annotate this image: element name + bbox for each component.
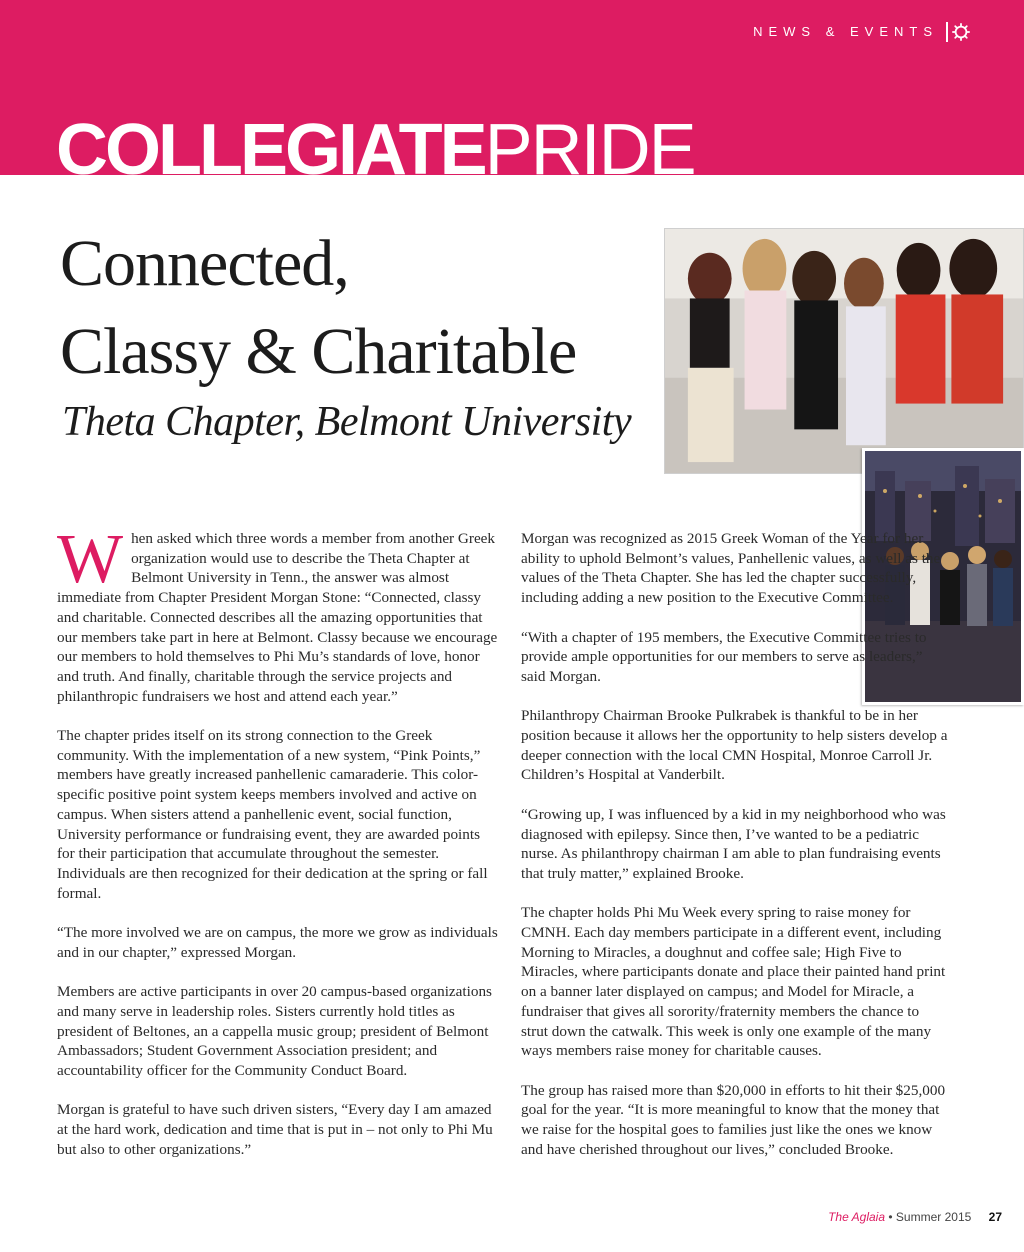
label-divider — [946, 22, 948, 42]
article-column-right — [521, 529, 949, 1179]
magazine-name: The Aglaia — [828, 1210, 886, 1224]
paragraph: Morgan is grateful to have such driven sisters, “Every day I am amazed at the hard work, dedication and time that is put in – not only to Phi Mu but also to other organizations.” — [57, 1101, 493, 1158]
section-headline — [56, 107, 695, 179]
issue-date: Summer 2015 — [895, 1210, 972, 1224]
page-footer — [828, 1210, 1002, 1224]
paragraph: Members are active participants in over 20 campus-based organizations and many serve in leadership roles. Sisters currently hold titles as president of Beltones, an a cappella music group; president of Belmont Ambassadors; Student Government Association president; and accountability officer for the Community Conduct Board. — [57, 983, 492, 1079]
paragraph: Philanthropy Chairman Brooke Pulkrabek is thankful to be in her position because it allows her the opportunity to help sisters develop a deeper connection with the local CMN Hospital, Monroe Carroll Jr. Children’s Hospital at Vanderbilt. — [521, 707, 948, 784]
article-subtitle: Theta Chapter, Belmont University — [62, 399, 632, 445]
paragraph: “With a chapter of 195 members, the Executive Committee tries to provide ample opportunities for our members to serve as leaders,” said Morgan. — [521, 628, 927, 685]
group-photo — [664, 228, 1024, 474]
title-line-2: Classy & Charitable — [60, 315, 577, 388]
sunburst-icon — [952, 23, 970, 41]
headline-light: PRIDE — [484, 110, 695, 179]
paragraph: The chapter prides itself on its strong connection to the Greek community. With the implementation of a new system, “Pink Points,” members have greatly increased panhellenic camaraderie. This color-specific positive point system keeps members involved and active on campus. When sisters attend a panhellenic event, social function, University performance or fundraising event, they are awarded points for their participation that accumulate throughout the semester. Individuals are then recognized for their dedication at the spring or fall formal. — [57, 727, 488, 902]
footer-separator: • — [888, 1210, 896, 1224]
paragraph: Morgan was recognized as 2015 Greek Woman of the Year for her ability to uphold Belmont’s values, Panhellenic values, as well as the values of the Theta Chapter. She has led the chapter successfully, including adding a new position to the Executive Committee. — [521, 530, 941, 607]
article-column-left — [57, 521, 498, 1179]
paragraph: The chapter holds Phi Mu Week every spring to raise money for CMNH. Each day members participate in a different event, including Morning to Miracles, a doughnut and coffee sale; High Five to Miracles, where participants donate and place their painted hand print on a banner later displayed on campus; and Model for Miracle, a fundraiser that gives all sorority/fraternity members the chance to strut down the catwalk. This week is only one example of the many ways members raise money for charitable causes. — [521, 904, 946, 1060]
paragraph: The group has raised more than $20,000 in efforts to hit their $25,000 goal for the year. “It is more meaningful to know that the money that we raise for the hospital goes to families just like the ones we know and have cherished throughout our lives,” concluded Brooke. — [521, 1081, 946, 1158]
headline-bold: COLLEGIATE — [56, 110, 485, 179]
drop-cap: W — [57, 521, 124, 598]
section-label: NEWS & EVENTS — [753, 24, 938, 39]
paragraph: When asked which three words a member from another Greek organization would use to describe the Theta Chapter at Belmont University in Tenn., the answer was almost immediate from Chapter President Morgan Stone: “Connected, classy and charitable. Connected describes all the amazing opportunities that our members take part in here at Belmont. Classy because we encourage our members to hold themselves to Phi Mu’s standards of love, honor and truth. And finally, charitable through the service projects and philanthropic fundraisers we host and attend each year.” — [57, 521, 498, 705]
article-title — [60, 220, 576, 396]
title-line-1: Connected, — [60, 227, 349, 300]
paragraph: “Growing up, I was influenced by a kid in my neighborhood who was diagnosed with epilepsy. Since then, I’ve wanted to be a pediatric nurse. As philanthropy chairman I am able to plan fundraising events that truly matter,” explained Brooke. — [521, 805, 946, 882]
page-number: 27 — [988, 1210, 1002, 1224]
paragraph: “The more involved we are on campus, the more we grow as individuals and in our chapter,” expressed Morgan. — [57, 924, 498, 961]
